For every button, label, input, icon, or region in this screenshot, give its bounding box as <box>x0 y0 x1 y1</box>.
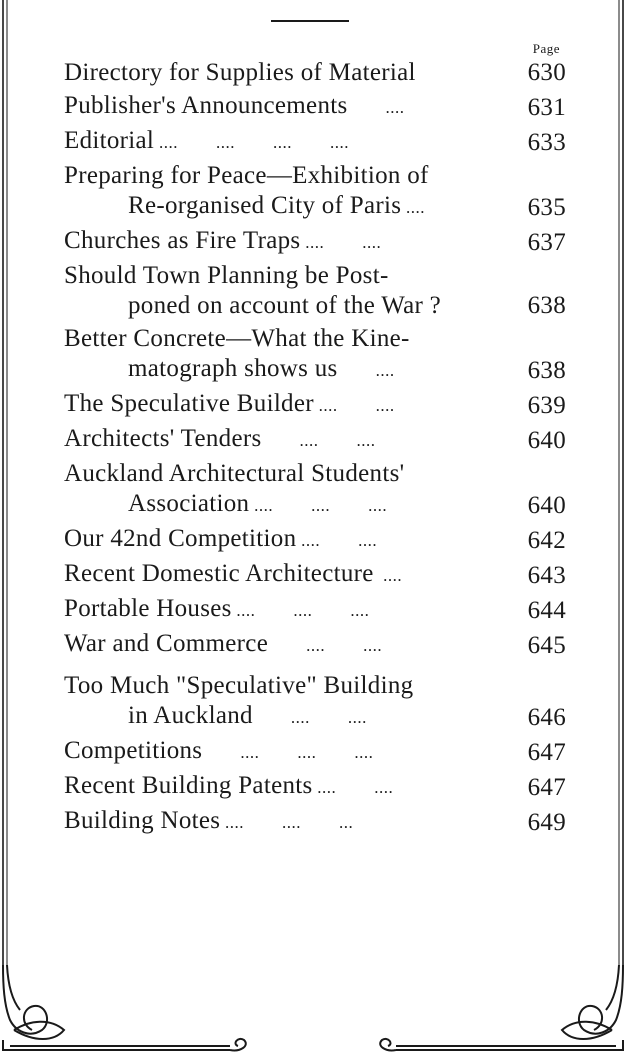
right-corner-flourish <box>380 965 623 1050</box>
toc-entry-title <box>64 806 566 838</box>
toc-entry-title-text: Auckland Architectural Students' <box>64 460 405 487</box>
leader-dots: .... .... <box>313 396 395 415</box>
leader-dots: .... .... .... <box>249 496 388 515</box>
toc-entry-title-text: matograph shows us <box>128 355 338 382</box>
toc-entry-title <box>64 161 566 191</box>
toc-page-number: 642 <box>527 527 566 554</box>
toc-entry-title-text: Our 42nd Competition <box>64 525 297 552</box>
toc-page-number: 638 <box>527 292 566 319</box>
toc-entry-title-text: Re-organised City of Paris <box>128 192 402 219</box>
toc-page-number: 646 <box>527 704 566 731</box>
toc-entry-title <box>64 701 566 733</box>
toc-entry-title <box>64 524 566 556</box>
toc-entry[interactable] <box>64 594 566 626</box>
toc-entry-title-text: Architects' Tenders <box>64 425 262 452</box>
leader-dots: .... .... <box>300 233 382 252</box>
toc-entry-title <box>64 594 566 626</box>
toc-entry[interactable] <box>64 91 566 123</box>
toc-entry-title <box>64 771 566 803</box>
toc-entry-title-text: Preparing for Peace—Exhibition of <box>64 162 429 189</box>
toc-entry-title <box>64 671 566 701</box>
page-column-label: Page <box>532 41 560 56</box>
toc-entry-title-text: War and Commerce <box>64 630 269 657</box>
toc-page-number: 649 <box>527 809 566 836</box>
toc-entry[interactable] <box>64 126 566 158</box>
leader-dots: .... <box>373 566 403 585</box>
toc-page-number: 630 <box>527 59 566 86</box>
toc-entry-title <box>64 191 566 223</box>
toc-entry[interactable] <box>64 58 566 88</box>
toc-page-number: 635 <box>527 194 566 221</box>
toc-entry-title <box>64 91 566 123</box>
toc-entry-title <box>64 126 566 158</box>
toc-entry-title-text: Publisher's Announcements <box>64 92 348 119</box>
toc-entry[interactable] <box>64 736 566 768</box>
toc-page-number: 638 <box>527 357 566 384</box>
toc-entry-title <box>64 58 566 88</box>
top-rule <box>271 20 349 22</box>
toc-page-number: 643 <box>527 562 566 589</box>
toc-page-number: 647 <box>527 774 566 801</box>
toc-entry[interactable] <box>64 261 566 321</box>
toc-entry-title <box>64 324 566 354</box>
toc-page-number: 647 <box>527 739 566 766</box>
toc-page-number: 645 <box>527 632 566 659</box>
toc-entry-title <box>64 291 566 321</box>
toc-page-number: 644 <box>527 597 566 624</box>
toc-entry-title-text: Recent Building Patents <box>64 772 313 799</box>
leader-dots: .... <box>337 361 395 380</box>
toc-entry-title <box>64 629 566 661</box>
toc-entry-title-text: Building Notes <box>64 807 221 834</box>
leader-dots: .... <box>401 198 426 217</box>
table-of-contents <box>64 58 566 838</box>
leader-dots: .... .... <box>312 778 394 797</box>
toc-entry-title <box>64 459 566 489</box>
toc-entry[interactable] <box>64 524 566 556</box>
leader-dots: .... <box>347 98 405 117</box>
toc-entry[interactable] <box>64 771 566 803</box>
leader-dots: .... .... <box>268 636 383 655</box>
toc-entry-title-text: Competitions <box>64 737 203 764</box>
leader-dots: .... .... .... .... <box>154 133 349 152</box>
toc-entry-title-text: poned on account of the War ? <box>128 292 442 319</box>
toc-page-number: 639 <box>527 392 566 419</box>
toc-entry-title <box>64 226 566 258</box>
toc-entry-title <box>64 389 566 421</box>
toc-entry-title <box>64 261 566 291</box>
toc-entry[interactable] <box>64 459 566 521</box>
toc-entry-title-text: Association <box>128 490 250 517</box>
toc-entry[interactable] <box>64 806 566 838</box>
toc-entry-title-text: Churches as Fire Traps <box>64 227 301 254</box>
toc-entry[interactable] <box>64 559 566 591</box>
toc-entry[interactable] <box>64 671 566 733</box>
toc-entry[interactable] <box>64 629 566 661</box>
toc-page-number: 640 <box>527 492 566 519</box>
toc-entry-title-text: in Auckland <box>128 702 253 729</box>
toc-entry[interactable] <box>64 324 566 386</box>
toc-entry-title-text: Too Much "Speculative" Building <box>64 672 414 699</box>
toc-entry-title-text: Editorial <box>64 127 155 154</box>
toc-page-number: 633 <box>527 129 566 156</box>
toc-entry-title-text: The Speculative Builder <box>64 390 314 417</box>
toc-page-number: 631 <box>527 94 566 121</box>
toc-page-number: 637 <box>527 229 566 256</box>
leader-dots: .... .... <box>261 431 376 450</box>
toc-entry[interactable] <box>64 389 566 421</box>
toc-entry-title-text: Should Town Planning be Post- <box>64 262 389 289</box>
toc-entry-title <box>64 424 566 456</box>
leader-dots: .... .... <box>296 531 378 550</box>
toc-entry-title <box>64 354 566 386</box>
toc-entry-title-text: Better Concrete—What the Kine- <box>64 325 410 352</box>
leader-dots: .... .... ... <box>220 813 354 832</box>
toc-entry-title <box>64 736 566 768</box>
toc-entry[interactable] <box>64 161 566 223</box>
leader-dots: .... .... <box>252 708 367 727</box>
toc-entry[interactable] <box>64 424 566 456</box>
toc-entry-title-text: Recent Domestic Architecture <box>64 560 374 587</box>
toc-entry-title <box>64 559 566 591</box>
toc-entry-title-text: Portable Houses <box>64 595 232 622</box>
leader-dots: .... .... .... <box>231 601 370 620</box>
left-corner-flourish <box>3 965 246 1050</box>
toc-entry[interactable] <box>64 226 566 258</box>
toc-page-number: 640 <box>527 427 566 454</box>
toc-entry-title <box>64 489 566 521</box>
leader-dots: .... .... .... <box>202 743 374 762</box>
toc-entry-title-text: Directory for Supplies of Material <box>64 59 416 86</box>
